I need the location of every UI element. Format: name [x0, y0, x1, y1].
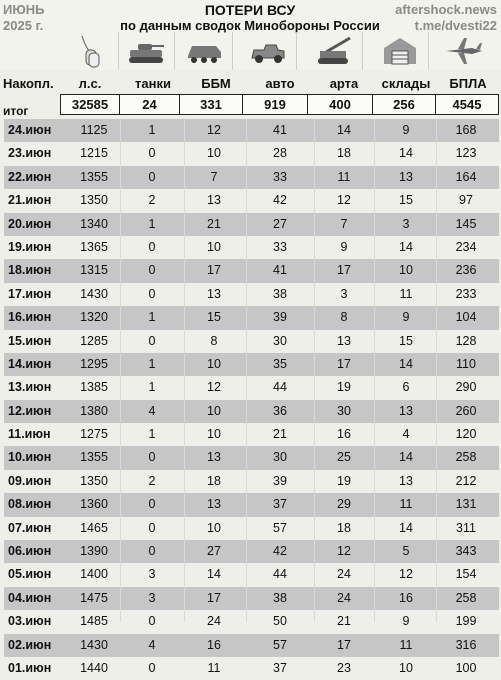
- row-date: 13.июн: [8, 380, 52, 395]
- table-row: [4, 353, 499, 376]
- cell-uav: 97: [459, 193, 473, 208]
- table-row: [4, 142, 499, 165]
- cell-auto: 21: [273, 427, 287, 442]
- cell-tanks: 4: [148, 637, 156, 652]
- cell-afv: 15: [207, 310, 221, 325]
- column-divider: [436, 119, 437, 622]
- cell-afv: 11: [207, 660, 221, 675]
- column-divider: [246, 119, 247, 622]
- cell-tanks: 0: [148, 169, 156, 184]
- cell-artillery: 30: [337, 403, 351, 418]
- cell-depots: 6: [402, 380, 410, 395]
- tank-icon: [118, 32, 175, 70]
- cell-afv: 10: [207, 520, 221, 535]
- cell-depots: 14: [399, 239, 413, 254]
- cell-auto: 27: [273, 216, 287, 231]
- cell-personnel: 1355: [80, 169, 108, 184]
- row-date: 22.июн: [8, 169, 52, 184]
- cell-tanks: 0: [148, 286, 156, 301]
- cell-uav: 154: [455, 567, 477, 582]
- cell-depots: 10: [399, 660, 413, 675]
- cell-tanks: 2: [148, 193, 156, 208]
- warehouse-icon: [372, 32, 429, 70]
- row-date: 07.июн: [8, 520, 52, 535]
- cell-tanks: 0: [148, 544, 156, 559]
- cell-artillery: 24: [337, 590, 351, 605]
- col-header-afv: ББМ: [201, 76, 231, 91]
- cell-personnel: 1390: [80, 544, 108, 559]
- cell-depots: 9: [402, 123, 410, 137]
- cell-personnel: 1400: [80, 567, 108, 582]
- cell-artillery: 9: [340, 239, 348, 254]
- cell-artillery: 25: [337, 450, 351, 465]
- cell-depots: 4: [402, 427, 410, 442]
- cell-artillery: 18: [337, 146, 351, 161]
- cell-personnel: 1340: [80, 216, 108, 231]
- source-links: [395, 2, 497, 34]
- cell-uav: 168: [455, 123, 477, 137]
- total-uav: 4545: [452, 97, 482, 112]
- table-row: [4, 563, 499, 586]
- cell-uav: 236: [455, 263, 477, 278]
- cell-auto: 30: [273, 333, 287, 348]
- totals-label: итог: [3, 104, 29, 118]
- cell-personnel: 1350: [80, 473, 108, 488]
- cell-auto: 39: [273, 310, 287, 325]
- cell-depots: 14: [399, 520, 413, 535]
- channel-link[interactable]: t.me/dvesti22: [414, 18, 497, 33]
- cell-uav: 128: [455, 333, 477, 348]
- cell-artillery: 24: [337, 567, 351, 582]
- totals-box: [60, 94, 499, 115]
- cell-artillery: 11: [337, 169, 351, 184]
- row-date: 12.июн: [8, 403, 52, 418]
- cell-depots: 16: [399, 590, 413, 605]
- cell-uav: 212: [455, 473, 477, 488]
- cell-auto: 41: [273, 263, 287, 278]
- cell-auto: 38: [273, 590, 287, 605]
- page-title: [90, 2, 410, 34]
- cell-auto: 44: [273, 380, 287, 395]
- cell-depots: 14: [399, 450, 413, 465]
- table-row: [4, 400, 499, 423]
- cell-artillery: 17: [337, 263, 351, 278]
- cell-auto: 28: [273, 146, 287, 161]
- cell-personnel: 1355: [80, 450, 108, 465]
- cell-uav: 110: [456, 356, 476, 371]
- cell-depots: 14: [399, 356, 413, 371]
- cell-afv: 27: [207, 544, 221, 559]
- cell-personnel: 1275: [80, 427, 108, 442]
- row-date: 23.июн: [8, 146, 52, 161]
- cell-tanks: 1: [148, 356, 156, 371]
- table-row: [4, 236, 499, 259]
- table-row: [4, 470, 499, 493]
- row-date: 01.июн: [8, 660, 52, 675]
- cell-afv: 24: [207, 614, 221, 629]
- cell-auto: 57: [273, 637, 287, 652]
- month-year: [3, 2, 44, 34]
- cell-uav: 311: [456, 520, 476, 535]
- cell-uav: 100: [455, 660, 477, 675]
- cell-personnel: 1295: [80, 356, 108, 371]
- cell-afv: 17: [207, 590, 221, 605]
- daily-losses-table: [4, 119, 499, 680]
- cell-tanks: 2: [148, 473, 156, 488]
- category-icons: [0, 32, 501, 72]
- table-row: [4, 493, 499, 516]
- cell-artillery: 8: [340, 310, 348, 325]
- dogtag-icon: [62, 32, 119, 70]
- subtitle: по данным сводок Минобороны России: [120, 18, 380, 33]
- cell-tanks: 1: [148, 216, 156, 231]
- cell-tanks: 0: [148, 450, 156, 465]
- cell-artillery: 21: [337, 614, 351, 629]
- cell-depots: 13: [399, 473, 413, 488]
- table-row: [4, 306, 499, 329]
- cell-uav: 258: [455, 450, 477, 465]
- cell-auto: 36: [273, 403, 287, 418]
- cell-auto: 39: [273, 473, 287, 488]
- cell-tanks: 0: [148, 497, 156, 512]
- cell-artillery: 14: [337, 123, 351, 137]
- cell-auto: 38: [273, 286, 287, 301]
- totals-row: [0, 94, 501, 118]
- cell-afv: 10: [207, 427, 221, 442]
- cell-depots: 9: [402, 310, 410, 325]
- cell-tanks: 0: [148, 263, 156, 278]
- cell-auto: 42: [273, 193, 287, 208]
- cell-tanks: 1: [148, 123, 156, 137]
- total-personnel: 32585: [71, 97, 109, 112]
- cell-afv: 14: [207, 567, 221, 582]
- cell-tanks: 0: [148, 239, 156, 254]
- cell-auto: 57: [273, 520, 287, 535]
- cell-auto: 37: [273, 660, 287, 675]
- total-artillery: 400: [329, 97, 351, 112]
- col-header-depots: склады: [381, 76, 431, 91]
- drone-icon: [436, 32, 492, 70]
- row-date: 20.июн: [8, 216, 52, 231]
- row-date: 18.июн: [8, 263, 52, 278]
- cell-depots: 10: [399, 263, 413, 278]
- cell-tanks: 1: [148, 310, 156, 325]
- cell-depots: 13: [399, 403, 413, 418]
- cell-artillery: 3: [340, 286, 348, 301]
- cell-tanks: 0: [148, 614, 156, 629]
- cell-afv: 7: [210, 169, 218, 184]
- cell-uav: 258: [455, 590, 477, 605]
- cell-auto: 41: [273, 123, 287, 137]
- cell-uav: 164: [455, 169, 477, 184]
- cell-artillery: 12: [337, 544, 351, 559]
- cell-uav: 120: [455, 427, 477, 442]
- cell-afv: 10: [207, 239, 221, 254]
- cell-afv: 13: [207, 286, 221, 301]
- cell-tanks: 0: [148, 660, 156, 675]
- cell-personnel: 1320: [80, 310, 108, 325]
- site-link[interactable]: aftershock.news: [395, 2, 497, 17]
- col-header-uav: БПЛА: [449, 76, 487, 91]
- cell-uav: 234: [455, 239, 477, 254]
- row-date: 06.июн: [8, 544, 52, 559]
- cell-depots: 13: [399, 169, 413, 184]
- table-row: [4, 119, 499, 142]
- table-row: [4, 517, 499, 540]
- cell-personnel: 1215: [80, 146, 108, 161]
- cell-depots: 11: [399, 497, 413, 512]
- cell-artillery: 17: [337, 637, 351, 652]
- table-row: [4, 423, 499, 446]
- cell-afv: 8: [210, 333, 218, 348]
- column-divider: [374, 119, 375, 622]
- cell-uav: 145: [455, 216, 477, 231]
- cell-personnel: 1125: [80, 123, 108, 137]
- total-tanks: 24: [142, 97, 157, 112]
- cell-depots: 15: [399, 333, 413, 348]
- cell-auto: 42: [273, 544, 287, 559]
- cell-personnel: 1430: [80, 286, 108, 301]
- cell-personnel: 1315: [80, 263, 108, 278]
- cell-uav: 316: [455, 637, 477, 652]
- cell-depots: 11: [399, 286, 413, 301]
- month: ИЮНЬ: [3, 2, 45, 17]
- row-date: 03.июн: [8, 614, 52, 629]
- cell-afv: 16: [207, 637, 221, 652]
- cell-auto: 35: [273, 356, 287, 371]
- title: ПОТЕРИ ВСУ: [204, 2, 296, 18]
- cell-personnel: 1430: [80, 637, 108, 652]
- col-header-personnel: л.с.: [78, 76, 102, 91]
- cell-auto: 37: [273, 497, 287, 512]
- cell-auto: 30: [273, 450, 287, 465]
- cell-afv: 12: [207, 380, 221, 395]
- cell-personnel: 1465: [80, 520, 108, 535]
- row-date: 15.июн: [8, 333, 52, 348]
- column-headers: [0, 76, 501, 94]
- cell-tanks: 4: [148, 403, 156, 418]
- cell-depots: 9: [402, 614, 410, 629]
- cell-depots: 5: [402, 544, 410, 559]
- cell-depots: 15: [399, 193, 413, 208]
- table-row: [4, 259, 499, 282]
- cell-personnel: 1475: [80, 590, 108, 605]
- cell-uav: 343: [455, 544, 477, 559]
- cell-auto: 50: [273, 614, 287, 629]
- cell-uav: 104: [455, 310, 477, 325]
- col-header-tanks: танки: [135, 76, 171, 91]
- row-date: 14.июн: [8, 356, 52, 371]
- col-header-auto: авто: [265, 76, 295, 91]
- cell-personnel: 1385: [80, 380, 108, 395]
- table-row: [4, 166, 499, 189]
- row-date: 19.июн: [8, 239, 52, 254]
- cell-artillery: 19: [337, 473, 351, 488]
- year: 2025 г.: [3, 18, 44, 33]
- cell-personnel: 1440: [80, 660, 108, 675]
- cell-artillery: 18: [337, 520, 351, 535]
- cell-personnel: 1380: [80, 403, 108, 418]
- table-row: [4, 189, 499, 212]
- cell-afv: 10: [207, 146, 221, 161]
- cell-depots: 12: [399, 567, 413, 582]
- artillery-icon: [306, 32, 363, 70]
- cell-depots: 3: [402, 216, 410, 231]
- cell-afv: 21: [207, 216, 221, 231]
- row-date: 04.июн: [8, 590, 52, 605]
- cell-personnel: 1360: [80, 497, 108, 512]
- table-row: [4, 376, 499, 399]
- row-date: 17.июн: [8, 286, 52, 301]
- row-date: 11.июн: [8, 427, 51, 442]
- cell-afv: 13: [207, 193, 221, 208]
- cell-artillery: 13: [337, 333, 351, 348]
- cell-tanks: 0: [148, 146, 156, 161]
- cell-artillery: 7: [340, 216, 348, 231]
- total-auto: 919: [264, 97, 286, 112]
- cell-artillery: 12: [337, 193, 351, 208]
- cell-afv: 10: [207, 356, 221, 371]
- table-row: [4, 610, 499, 633]
- cell-tanks: 0: [148, 333, 156, 348]
- cell-afv: 13: [207, 497, 221, 512]
- table-row: [4, 540, 499, 563]
- cell-artillery: 19: [337, 380, 351, 395]
- cell-tanks: 3: [148, 590, 156, 605]
- table-row: [4, 446, 499, 469]
- cell-tanks: 3: [148, 567, 156, 582]
- cell-auto: 33: [273, 169, 287, 184]
- apc-icon: [176, 32, 233, 70]
- row-date: 09.июн: [8, 473, 52, 488]
- cell-uav: 131: [455, 497, 477, 512]
- cell-afv: 10: [207, 403, 221, 418]
- cell-afv: 18: [207, 473, 221, 488]
- table-row: [4, 330, 499, 353]
- row-date: 08.июн: [8, 497, 52, 512]
- table-row: [4, 634, 499, 657]
- row-date: 02.июн: [8, 637, 52, 652]
- total-afv: 331: [200, 97, 222, 112]
- total-depots: 256: [393, 97, 415, 112]
- cell-artillery: 23: [337, 660, 351, 675]
- cell-uav: 233: [455, 286, 477, 301]
- cell-personnel: 1485: [80, 614, 108, 629]
- cell-depots: 11: [399, 637, 413, 652]
- cell-artillery: 16: [337, 427, 351, 442]
- table-row: [4, 283, 499, 306]
- cell-afv: 12: [207, 123, 221, 137]
- cell-auto: 33: [273, 239, 287, 254]
- cell-personnel: 1350: [80, 193, 108, 208]
- row-date: 16.июн: [8, 310, 52, 325]
- row-date: 21.июн: [8, 193, 52, 208]
- jeep-icon: [240, 32, 297, 70]
- col-header-accum: Накопл.: [3, 76, 54, 91]
- cell-uav: 290: [455, 380, 477, 395]
- cell-artillery: 29: [337, 497, 351, 512]
- table-row: [4, 587, 499, 610]
- cell-tanks: 1: [148, 427, 156, 442]
- cell-uav: 123: [455, 146, 477, 161]
- cell-personnel: 1365: [80, 239, 108, 254]
- cell-afv: 13: [207, 450, 221, 465]
- row-date: 24.июн: [8, 123, 52, 137]
- column-divider: [184, 119, 185, 622]
- cell-depots: 14: [399, 146, 413, 161]
- row-date: 05.июн: [8, 567, 52, 582]
- cell-auto: 44: [273, 567, 287, 582]
- cell-personnel: 1285: [80, 333, 108, 348]
- cell-afv: 17: [207, 263, 221, 278]
- cell-tanks: 0: [148, 520, 156, 535]
- cell-uav: 199: [455, 614, 477, 629]
- cell-artillery: 17: [337, 356, 351, 371]
- cell-tanks: 1: [148, 380, 156, 395]
- row-date: 10.июн: [8, 450, 52, 465]
- column-divider: [314, 119, 315, 622]
- cell-uav: 260: [455, 403, 477, 418]
- table-row: [4, 213, 499, 236]
- col-header-artillery: арта: [329, 76, 359, 91]
- column-divider: [120, 119, 121, 622]
- table-row: [4, 657, 499, 680]
